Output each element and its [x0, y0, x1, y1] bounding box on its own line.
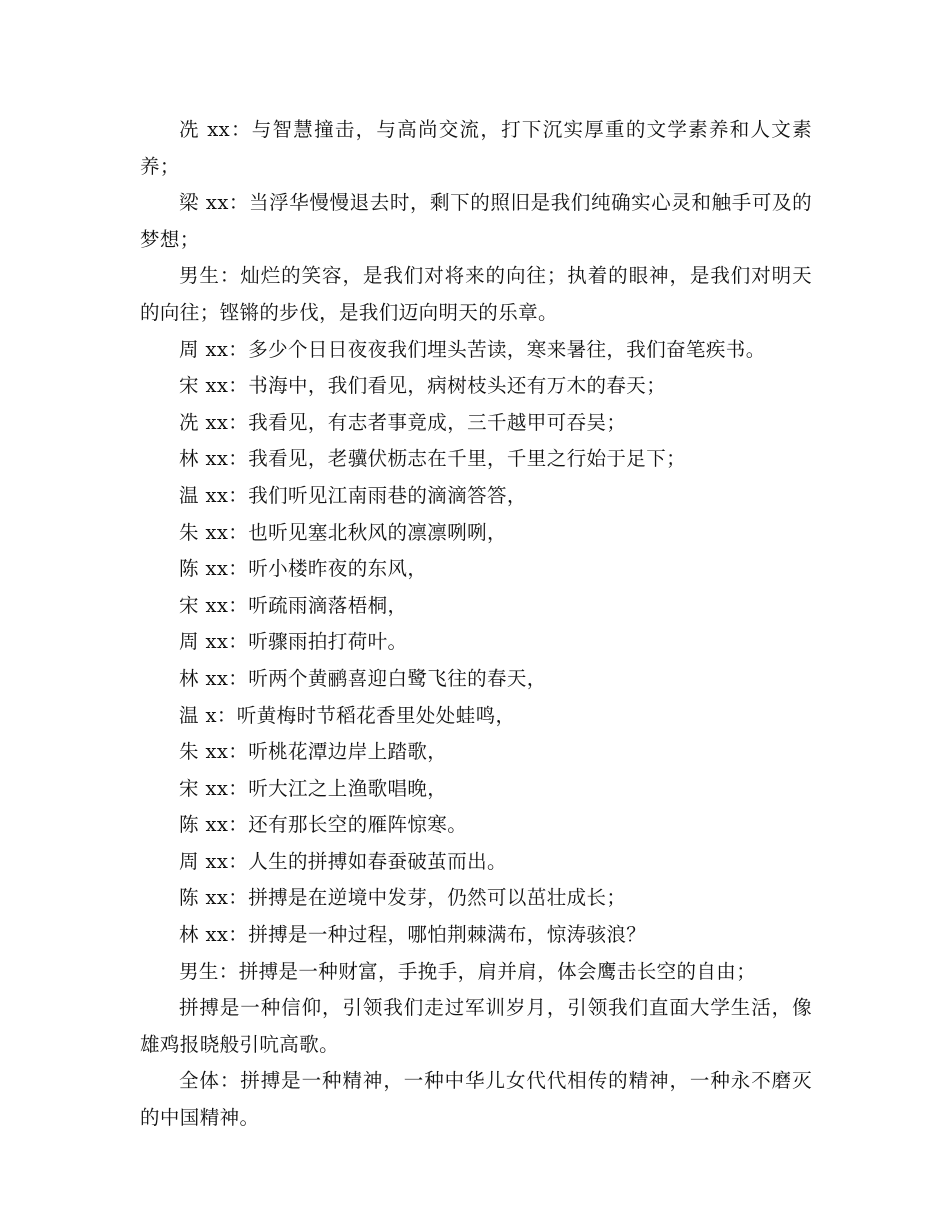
paragraph-7: 林 xx：我看见，老骥伏枥志在千里，千里之行始于足下；	[179, 447, 686, 471]
paragraph-19: 陈 xx：拼搏是在逆境中发芽，仍然可以茁壮成长；	[179, 886, 627, 910]
paragraph-21: 男生：拼搏是一种财富，手挽手，肩并肩，体会鹰击长空的自由；	[179, 959, 757, 983]
paragraph-10: 陈 xx：听小楼昨夜的东风，	[179, 557, 428, 581]
paragraph-22: 拼搏是一种信仰，引领我们走过军训岁月，引领我们直面大学生活，像雄鸡报晓般引吭高歌。	[140, 996, 812, 1056]
paragraph-6: 冼 xx：我看见，有志者事竟成，三千越甲可吞吴；	[179, 410, 627, 434]
paragraph-23: 全体：拼搏是一种精神，一种中华儿女代代相传的精神，一种永不磨灭的中国精神。	[140, 1069, 812, 1130]
document-page	[140, 112, 812, 1137]
paragraph-15: 朱 xx：听桃花潭边岸上踏歌，	[179, 740, 448, 764]
paragraph-3: 男生：灿烂的笑容，是我们对将来的向往；执着的眼神，是我们对明天的向往；铿锵的步伐，是我们迈向明天的乐章。	[140, 264, 812, 324]
paragraph-4: 周 xx：多少个日日夜夜我们埋头苦读，寒来暑往，我们奋笔疾书。	[179, 337, 766, 361]
paragraph-16: 宋 xx：听大江之上渔歌唱晚，	[179, 776, 448, 800]
paragraph-8: 温 xx：我们听见江南雨巷的滴滴答答，	[179, 483, 527, 507]
paragraph-2: 梁 xx：当浮华慢慢退去时，剩下的照旧是我们纯确实心灵和触手可及的梦想；	[140, 191, 812, 251]
paragraph-9: 朱 xx：也听见塞北秋风的凛凛咧咧，	[179, 520, 507, 544]
paragraph-11: 宋 xx：听疏雨滴落梧桐，	[179, 593, 408, 617]
paragraph-18: 周 xx：人生的拼搏如春蚕破茧而出。	[179, 849, 507, 873]
paragraph-12: 周 xx：听骤雨拍打荷叶。	[179, 630, 408, 654]
paragraph-5: 宋 xx：书海中，我们看见，病树枝头还有万木的春天；	[179, 374, 667, 398]
paragraph-14: 温 x：听黄梅时节稻花香里处处蛙鸣，	[179, 703, 516, 727]
paragraph-1: 冼 xx：与智慧撞击，与高尚交流，打下沉实厚重的文学素养和人文素养；	[140, 118, 812, 178]
paragraph-17: 陈 xx：还有那长空的雁阵惊寒。	[179, 813, 468, 837]
paragraph-20: 林 xx：拼搏是一种过程，哪怕荆棘满布，惊涛骇浪？	[179, 923, 647, 947]
paragraph-13: 林 xx：听两个黄鹂喜迎白鹭飞往的春天，	[179, 666, 547, 690]
